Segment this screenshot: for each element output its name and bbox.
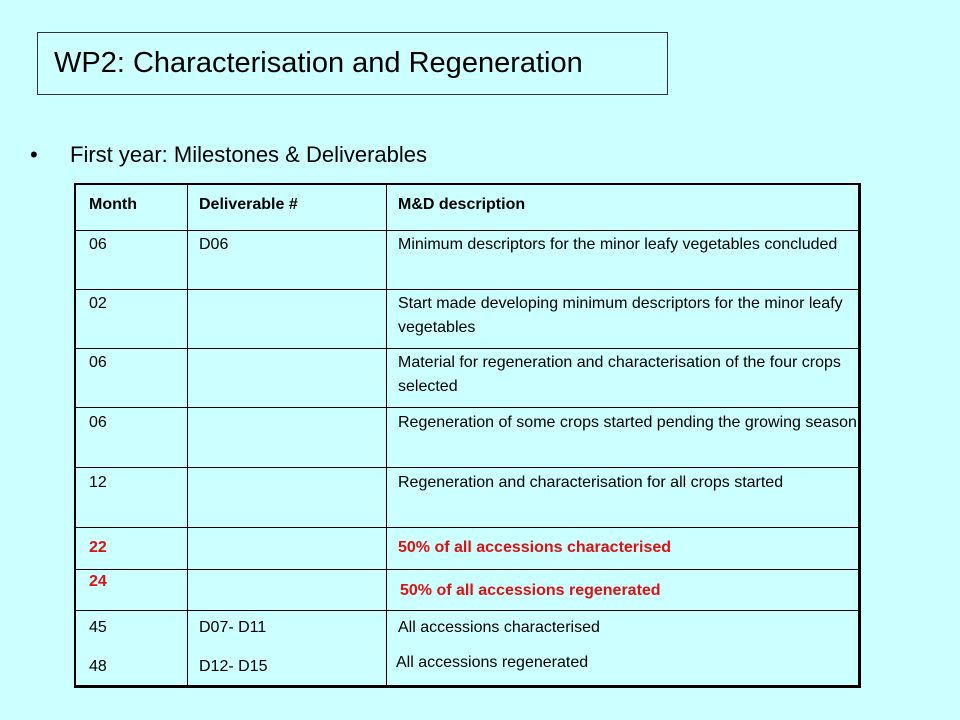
cell-description: Regeneration of some crops started pending the growing season — [398, 414, 857, 431]
cell-description: Start made developing minimum descriptors for the minor leafy vegetables — [398, 295, 843, 336]
slide-title-box — [37, 32, 668, 95]
header-description: M&D description — [398, 196, 526, 213]
cell-month: 06 — [89, 236, 107, 253]
row-divider — [76, 230, 858, 231]
header-month: Month — [89, 196, 137, 213]
row-divider — [76, 569, 858, 570]
cell-deliverable: D12- D15 — [199, 658, 268, 675]
cell-description: Minimum descriptors for the minor leafy vegetables concluded — [398, 236, 838, 253]
row-divider — [76, 467, 858, 468]
cell-description: 50% of all accessions characterised — [398, 539, 672, 556]
cell-deliverable: D06 — [199, 236, 229, 253]
cell-month: 22 — [89, 539, 107, 556]
cell-month: 24 — [89, 573, 107, 590]
row-divider — [76, 289, 858, 290]
cell-month: 48 — [89, 658, 107, 675]
cell-month: 02 — [89, 295, 107, 312]
cell-deliverable: D07- D11 — [199, 619, 267, 636]
row-divider — [76, 407, 858, 408]
cell-description: Regeneration and characterisation for all crops started — [398, 474, 784, 491]
cell-description: All accessions characterised — [398, 619, 600, 636]
cell-month: 12 — [89, 474, 107, 491]
cell-description: Material for regeneration and characterisation of the four crops selected — [398, 354, 841, 395]
cell-description: All accessions regenerated — [396, 654, 589, 671]
slide-title: WP2: Characterisation and Regeneration — [54, 47, 583, 79]
row-divider — [76, 527, 858, 528]
cell-month: 45 — [89, 619, 107, 636]
row-divider — [76, 610, 858, 611]
milestones-table — [74, 183, 861, 688]
header-deliverable: Deliverable # — [199, 196, 298, 213]
row-divider — [76, 348, 858, 349]
cell-month: 06 — [89, 354, 107, 371]
bullet-text: First year: Milestones & Deliverables — [70, 142, 428, 167]
bullet-marker: • — [30, 142, 38, 167]
cell-month: 06 — [89, 414, 107, 431]
cell-description: 50% of all accessions regenerated — [400, 582, 661, 599]
